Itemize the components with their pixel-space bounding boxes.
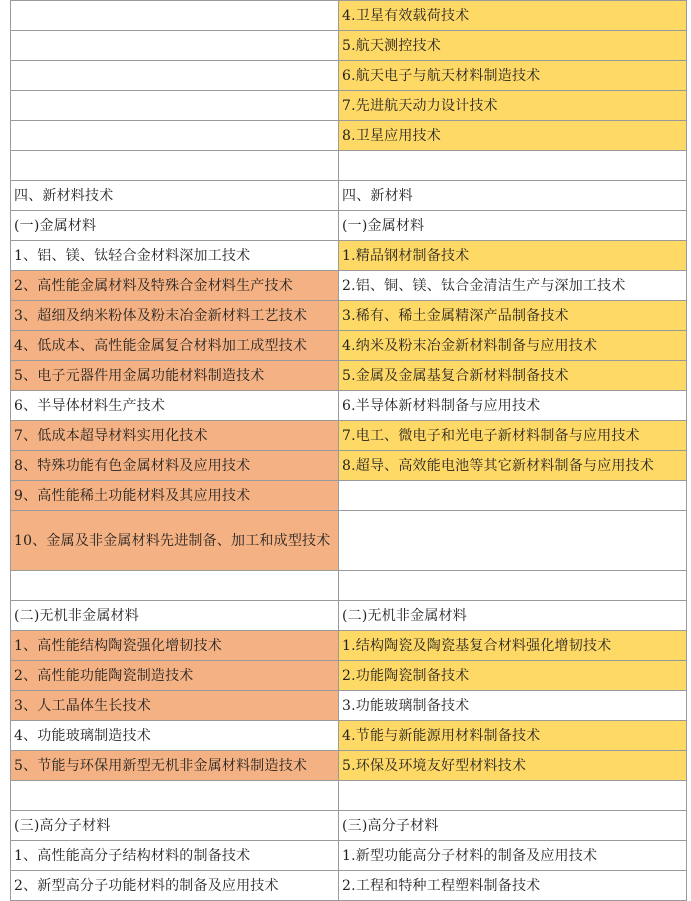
right-cell: 7.先进航天动力设计技术 — [339, 91, 687, 121]
table-row — [11, 481, 687, 511]
right-cell — [339, 481, 687, 511]
table-row — [11, 721, 687, 751]
right-cell: 6.航天电子与航天材料制造技术 — [339, 61, 687, 91]
left-cell: 5、节能与环保用新型无机非金属材料制造技术 — [11, 751, 339, 781]
table-row — [11, 451, 687, 481]
table-row — [11, 31, 687, 61]
table-row — [11, 391, 687, 421]
table-row — [11, 631, 687, 661]
right-cell: 3.功能玻璃制备技术 — [339, 691, 687, 721]
table-row — [11, 331, 687, 361]
table-row — [11, 811, 687, 841]
left-cell — [11, 61, 339, 91]
right-cell — [339, 571, 687, 601]
comparison-table — [10, 0, 687, 901]
table-row — [11, 841, 687, 871]
table-row — [11, 91, 687, 121]
left-cell — [11, 91, 339, 121]
left-cell: 10、金属及非金属材料先进制备、加工和成型技术 — [11, 511, 339, 571]
right-cell: 四、新材料 — [339, 181, 687, 211]
table-row — [11, 781, 687, 811]
table-row — [11, 211, 687, 241]
left-cell: 9、高性能稀土功能材料及其应用技术 — [11, 481, 339, 511]
left-cell: 四、新材料技术 — [11, 181, 339, 211]
right-cell — [339, 151, 687, 181]
table-row — [11, 271, 687, 301]
right-cell: 5.环保及环境友好型材料技术 — [339, 751, 687, 781]
left-cell: 2、高性能功能陶瓷制造技术 — [11, 661, 339, 691]
right-cell: 4.节能与新能源用材料制备技术 — [339, 721, 687, 751]
left-cell: 4、功能玻璃制造技术 — [11, 721, 339, 751]
left-cell: (一)金属材料 — [11, 211, 339, 241]
right-cell: 1.精品钢材制备技术 — [339, 241, 687, 271]
left-cell: 2、新型高分子功能材料的制备及应用技术 — [11, 871, 339, 901]
right-cell: 8.超导、高效能电池等其它新材料制备与应用技术 — [339, 451, 687, 481]
right-cell: 4.卫星有效载荷技术 — [339, 1, 687, 31]
table-row — [11, 181, 687, 211]
left-cell: 2、高性能金属材料及特殊合金材料生产技术 — [11, 271, 339, 301]
table-row — [11, 661, 687, 691]
left-cell — [11, 151, 339, 181]
table-row — [11, 241, 687, 271]
right-cell: 8.卫星应用技术 — [339, 121, 687, 151]
table-row — [11, 121, 687, 151]
left-cell: 8、特殊功能有色金属材料及应用技术 — [11, 451, 339, 481]
left-cell: (二)无机非金属材料 — [11, 601, 339, 631]
right-cell: 2.铝、铜、镁、钛合金清洁生产与深加工技术 — [339, 271, 687, 301]
right-cell: 5.航天测控技术 — [339, 31, 687, 61]
table-row — [11, 61, 687, 91]
left-cell — [11, 571, 339, 601]
right-cell: 1.新型功能高分子材料的制备及应用技术 — [339, 841, 687, 871]
table-row — [11, 301, 687, 331]
left-cell: 3、人工晶体生长技术 — [11, 691, 339, 721]
left-cell: 1、高性能高分子结构材料的制备技术 — [11, 841, 339, 871]
left-cell: 1、高性能结构陶瓷强化增韧技术 — [11, 631, 339, 661]
table-row — [11, 511, 687, 571]
table-row — [11, 421, 687, 451]
right-cell: 3.稀有、稀土金属精深产品制备技术 — [339, 301, 687, 331]
right-cell: (一)金属材料 — [339, 211, 687, 241]
left-cell — [11, 31, 339, 61]
right-cell — [339, 511, 687, 571]
table-body — [11, 1, 687, 901]
left-cell: 7、低成本超导材料实用化技术 — [11, 421, 339, 451]
table-row — [11, 601, 687, 631]
left-cell: 1、铝、镁、钛轻合金材料深加工技术 — [11, 241, 339, 271]
right-cell: (二)无机非金属材料 — [339, 601, 687, 631]
left-cell: 3、超细及纳米粉体及粉末冶金新材料工艺技术 — [11, 301, 339, 331]
left-cell: 4、低成本、高性能金属复合材料加工成型技术 — [11, 331, 339, 361]
left-cell — [11, 781, 339, 811]
left-cell — [11, 1, 339, 31]
table-row — [11, 361, 687, 391]
table-row — [11, 571, 687, 601]
left-cell: 5、电子元器件用金属功能材料制造技术 — [11, 361, 339, 391]
right-cell — [339, 781, 687, 811]
table-row — [11, 151, 687, 181]
right-cell: 1.结构陶瓷及陶瓷基复合材料强化增韧技术 — [339, 631, 687, 661]
table-row — [11, 1, 687, 31]
right-cell: 7.电工、微电子和光电子新材料制备与应用技术 — [339, 421, 687, 451]
table-row — [11, 871, 687, 901]
left-cell: (三)高分子材料 — [11, 811, 339, 841]
right-cell: (三)高分子材料 — [339, 811, 687, 841]
right-cell: 2.工程和特种工程塑料制备技术 — [339, 871, 687, 901]
table-row — [11, 691, 687, 721]
right-cell: 4.纳米及粉末冶金新材料制备与应用技术 — [339, 331, 687, 361]
table-row — [11, 751, 687, 781]
right-cell: 2.功能陶瓷制备技术 — [339, 661, 687, 691]
left-cell: 6、半导体材料生产技术 — [11, 391, 339, 421]
right-cell: 5.金属及金属基复合新材料制备技术 — [339, 361, 687, 391]
left-cell — [11, 121, 339, 151]
right-cell: 6.半导体新材料制备与应用技术 — [339, 391, 687, 421]
